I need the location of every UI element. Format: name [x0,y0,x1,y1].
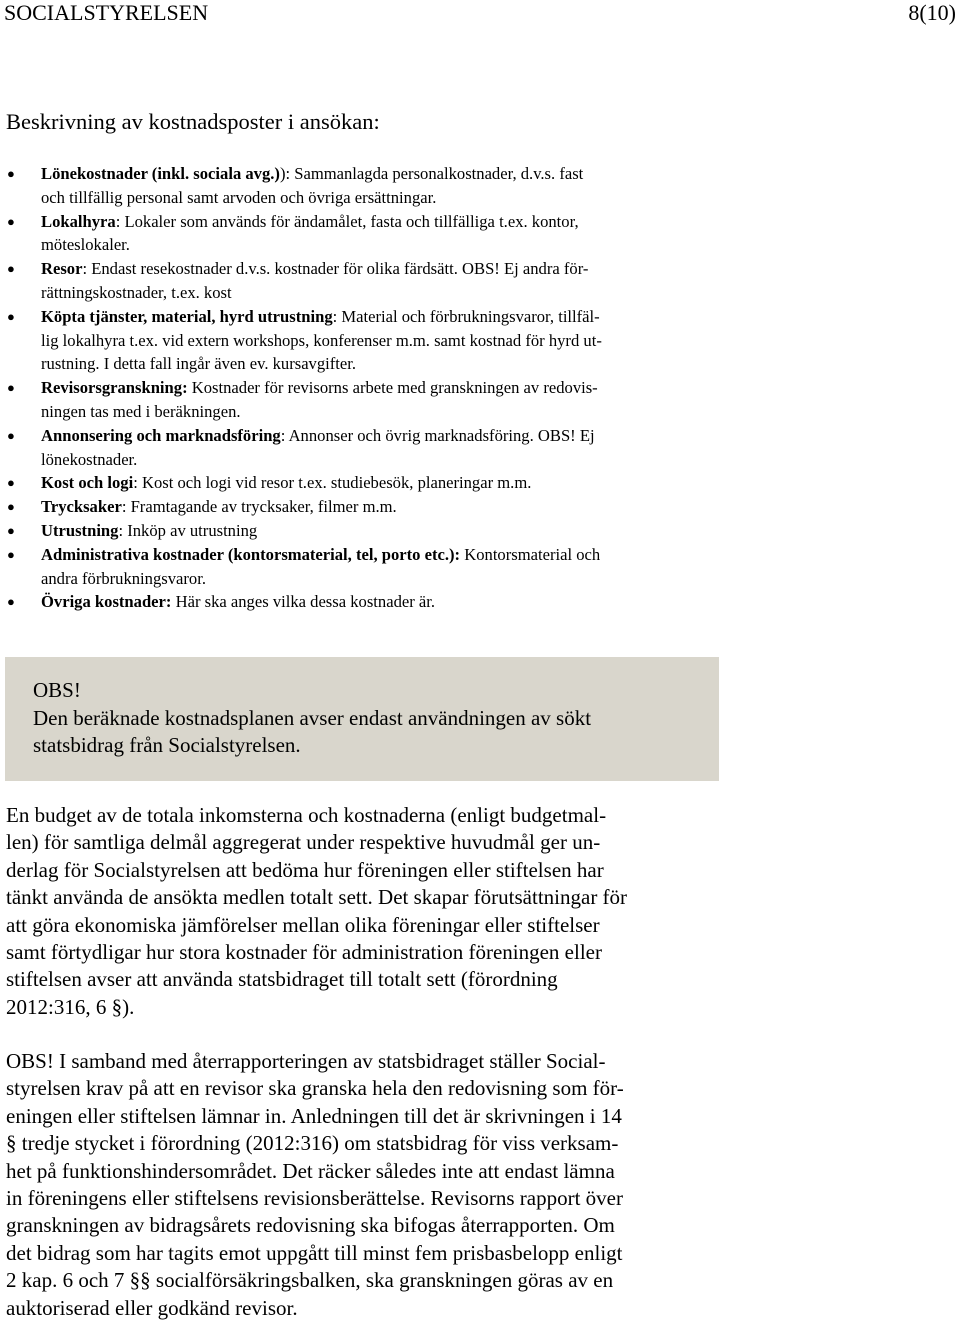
cost-item-text: lig lokalhyra t.ex. vid extern workshops, konferenser m.m. samt kostnad för hyrd ut- [41,330,602,350]
cost-item-term: Övriga kostnader: [41,592,172,612]
cost-item [0,305,760,376]
cost-item-text: : Lokaler som används för ändamålet, fasta och tillfälliga t.ex. kontor, [115,211,579,231]
paragraph-line: det bidrag som har tagits emot uppgått till minst fem prisbasbelopp enligt [6,1240,623,1265]
cost-item-text: : Annonser och övrig marknadsföring. OBS! Ej [280,425,595,445]
bullet-icon: ● [7,166,15,181]
cost-item-text: lönekostnader. [41,449,138,469]
cost-item-text: andra förbrukningsvaror. [41,568,206,588]
cost-item-text: : Material och förbrukningsvaror, tillfäl- [332,306,600,326]
section-heading: Beskrivning av kostnadsposter i ansökan: [6,109,380,134]
bullet-icon: ● [7,213,15,229]
page-number: 8(10) [908,0,956,25]
paragraph-line: len) för samtliga delmål aggregerat under respektive huvudmål ger un- [6,830,601,855]
cost-item-text: : Framtagande av trycksaker, filmer m.m. [121,497,397,517]
cost-item-term: Kost och logi [41,473,134,493]
paragraph-line: En budget av de totala inkomsterna och kostnaderna (enligt budgetmal- [6,803,607,827]
cost-item-text: : Kost och logi vid resor t.ex. studiebesök, planeringar m.m. [133,473,532,493]
cost-item-term: Revisorsgranskning: [41,378,188,398]
paragraph-line: samt förtydligar hur stora kostnader för administration föreningen eller [6,940,602,965]
bullet-icon: ● [7,475,15,491]
paragraph-line: eningen eller stiftelsen lämnar in. Anledningen till det är skrivningen i 14 [6,1103,622,1128]
cost-item-term: Lokalhyra [41,211,116,231]
audit-paragraph [6,1048,726,1322]
cost-item-term: Utrustning [41,520,119,540]
bullet-icon: ● [7,546,15,562]
bullet-icon: ● [7,499,15,515]
bullet-icon: ● [7,380,15,396]
bullet-icon: ● [7,522,15,538]
bullet-icon: ● [7,427,15,443]
obs-text-line: statsbidrag från Socialstyrelsen. [33,733,301,757]
cost-item-text: möteslokaler. [41,235,130,255]
paragraph-line: stiftelsen avser att använda statsbidraget till totalt sett (förordning [6,967,558,992]
paragraph-line: derlag för Socialstyrelsen att bedöma hur föreningen eller stiftelsen har [6,857,604,882]
cost-item [0,590,760,614]
cost-item-text: rustning. I detta fall ingår även ev. kursavgifter. [41,354,357,374]
cost-item-list [0,162,760,614]
budget-paragraph [6,802,726,1021]
cost-item-term: Trycksaker [41,497,122,517]
cost-item-text: och tillfällig personal samt arvoden och övriga ersättningar. [41,187,437,207]
paragraph-line: in föreningens eller stiftelsens revisionsberättelse. Revisorns rapport över [6,1186,623,1211]
paragraph-line: auktoriserad eller godkänd revisor. [6,1295,298,1320]
obs-text-line: Den beräknade kostnadsplanen avser endast användningen av sökt [33,705,592,730]
bullet-icon: ● [7,308,15,324]
cost-item-text: ): Sammanlagda personalkostnader, d.v.s. fast [279,164,584,183]
cost-item-term: Administrativa kostnader (kontorsmaterial, tel, porto etc.): [41,544,461,564]
cost-item [0,210,760,258]
bullet-icon: ● [7,261,15,277]
cost-item [0,495,760,519]
cost-item [0,519,760,543]
cost-item [0,257,760,305]
cost-item [0,471,760,495]
cost-item [0,376,760,424]
cost-item-term: Resor [41,259,83,279]
paragraph-line: het på funktionshindersområdet. Det räcker således inte att endast lämna [6,1158,615,1183]
page-header [4,0,956,29]
cost-item [0,424,760,472]
cost-item-text: : Endast resekostnader d.v.s. kostnader för olika färdsätt. OBS! Ej andra för- [82,259,589,279]
cost-item-term: Lönekostnader (inkl. sociala avg.) [41,164,280,183]
cost-item [0,543,760,591]
cost-item-text: Kontorsmaterial och [460,544,601,564]
paragraph-line: OBS! I samband med återrapporteringen av statsbidraget ställer Social- [6,1049,606,1073]
cost-item-text: ningen tas med i beräkningen. [41,401,241,421]
cost-item-text: Kostnader för revisorns arbete med granskningen av redovis- [187,378,598,398]
cost-item [0,162,760,210]
cost-item-text: rättningskostnader, t.ex. kost [41,282,232,302]
paragraph-line: 2 kap. 6 och 7 §§ socialförsäkringsbalken, ska granskningen göras av en [6,1268,614,1293]
cost-item-term: Annonsering och marknadsföring [41,425,281,445]
paragraph-line: att göra ekonomiska jämförelser mellan olika föreningar eller stiftelser [6,912,600,937]
cost-item-text: : Inköp av utrustning [118,520,258,540]
cost-item-text: Här ska anges vilka dessa kostnader är. [171,592,436,612]
cost-item-term: Köpta tjänster, material, hyrd utrustning [41,306,333,326]
paragraph-line: granskningen av bidragsårets redovisning ska bifogas återrapporten. Om [6,1213,615,1238]
paragraph-line: 2012:316, 6 §). [6,994,135,1019]
obs-label: OBS! [33,678,81,702]
bullet-icon: ● [7,594,15,610]
paragraph-line: styrelsen krav på att en revisor ska granska hela den redovisning som för- [6,1076,624,1101]
organization-name: SOCIALSTYRELSEN [4,0,209,25]
paragraph-line: § tredje stycket i förordning (2012:316) om statsbidrag för viss verksam- [6,1131,619,1156]
paragraph-line: tänkt använda de ansökta medlen totalt sett. Det skapar förutsättningar för [6,885,628,910]
obs-notice-box [5,657,719,781]
